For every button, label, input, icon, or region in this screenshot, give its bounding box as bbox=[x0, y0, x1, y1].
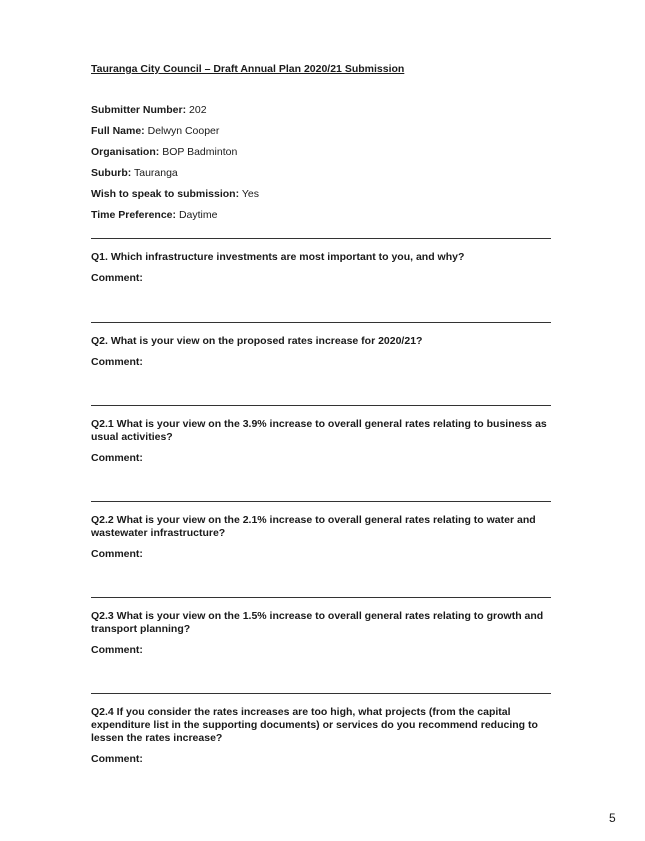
field-label: Wish to speak to submission: bbox=[91, 188, 240, 200]
field-label: Suburb: bbox=[91, 167, 132, 179]
question-q1: Q1. Which infrastructure investments are most important to you, and why? bbox=[91, 251, 465, 263]
divider bbox=[91, 238, 551, 239]
field-value: Daytime bbox=[178, 209, 218, 221]
divider bbox=[91, 693, 551, 694]
field-wish-to-speak bbox=[91, 188, 259, 201]
field-time-preference bbox=[91, 209, 217, 222]
comment-label: Comment: bbox=[91, 272, 143, 284]
divider bbox=[91, 597, 551, 598]
field-organisation bbox=[91, 146, 237, 159]
field-suburb bbox=[91, 167, 178, 180]
field-value: Delwyn Cooper bbox=[147, 125, 220, 137]
comment-label: Comment: bbox=[91, 452, 143, 464]
question-q2: Q2. What is your view on the proposed rates increase for 2020/21? bbox=[91, 335, 423, 347]
question-q2-3: Q2.3 What is your view on the 1.5% increase to overall general rates relating to growth and transport planning? bbox=[91, 610, 544, 635]
field-value: Yes bbox=[241, 188, 259, 200]
question-q2-2: Q2.2 What is your view on the 2.1% increase to overall general rates relating to water and wastewater infrastructure? bbox=[91, 514, 536, 539]
page-number: 5 bbox=[609, 811, 616, 825]
field-value: Tauranga bbox=[133, 167, 178, 179]
field-value: 202 bbox=[189, 104, 207, 116]
divider bbox=[91, 501, 551, 502]
comment-label: Comment: bbox=[91, 753, 143, 765]
divider bbox=[91, 405, 551, 406]
divider bbox=[91, 322, 551, 323]
field-label: Full Name: bbox=[91, 125, 145, 137]
field-label: Submitter Number: bbox=[91, 104, 187, 116]
comment-label: Comment: bbox=[91, 356, 143, 368]
comment-label: Comment: bbox=[91, 644, 143, 656]
comment-label: Comment: bbox=[91, 548, 143, 560]
document-title: Tauranga City Council – Draft Annual Plan 2020/21 Submission bbox=[91, 63, 405, 75]
field-submitter-number bbox=[91, 104, 207, 117]
field-value: BOP Badminton bbox=[162, 146, 238, 158]
question-q2-1: Q2.1 What is your view on the 3.9% increase to overall general rates relating to business as usual activities? bbox=[91, 418, 547, 443]
field-full-name bbox=[91, 125, 219, 138]
question-q2-4: Q2.4 If you consider the rates increases are too high, what projects (from the capital expenditure list in the supporting documents) or services do you recommend reducing to lessen the rates increase? bbox=[91, 706, 538, 744]
field-label: Time Preference: bbox=[91, 209, 177, 221]
field-label: Organisation: bbox=[91, 146, 160, 158]
